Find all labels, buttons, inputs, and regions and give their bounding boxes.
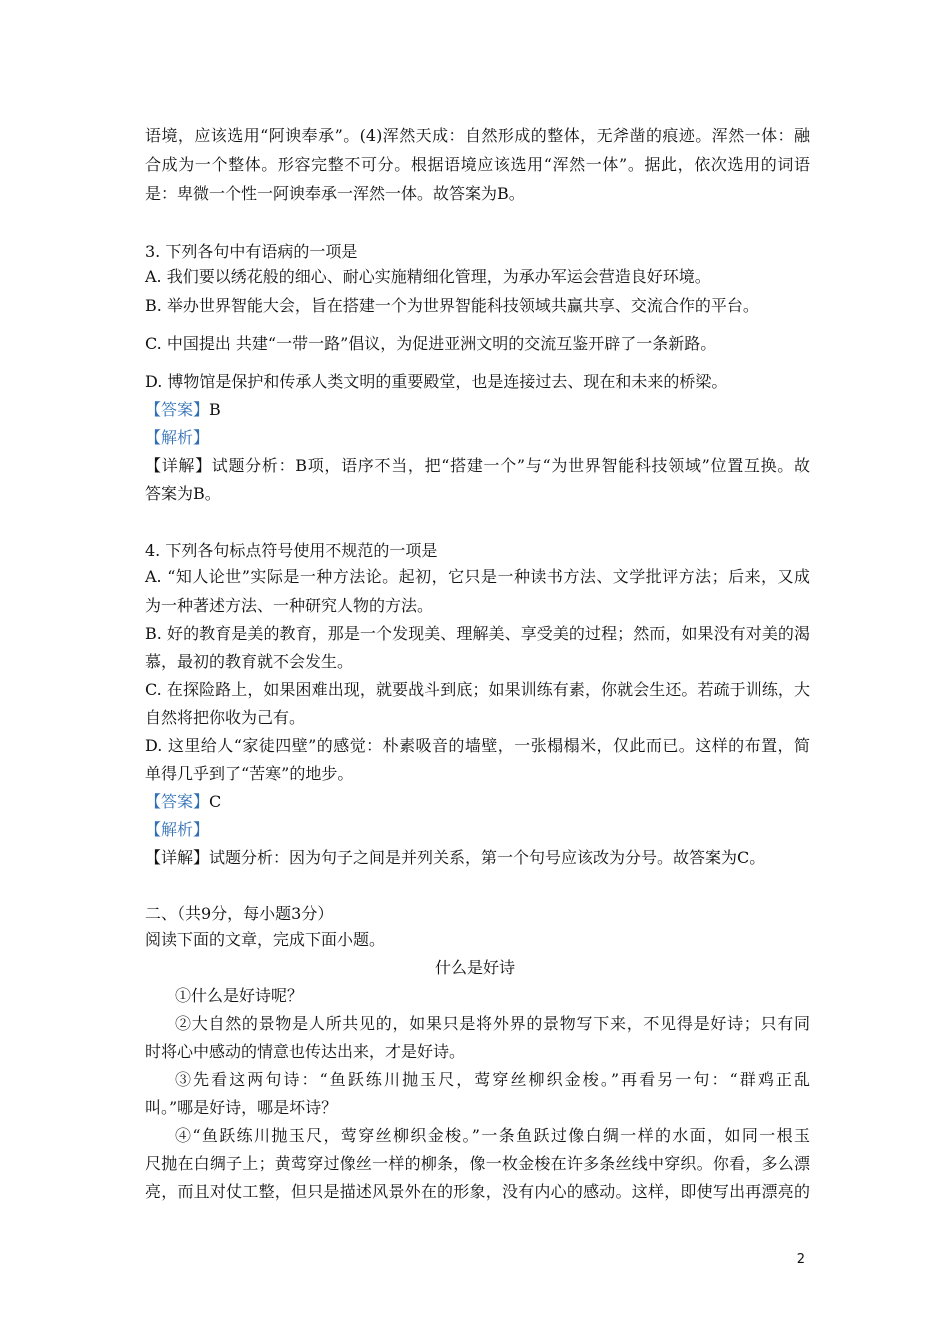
question-3-option-c: C. 中国提出 共建“一带一路”倡议，为促进亚洲文明的交流互鉴开辟了一条新路。 xyxy=(145,334,717,353)
paragraph-3: ③先看这两句诗：“鱼跃练川抛玉尺，莺穿丝柳织金梭。”再看另一句：“群鸡正乱 xyxy=(175,1070,810,1089)
text-line: 慕，最初的教育就不会发生。 xyxy=(145,652,354,671)
answer-tag: 【答案】 xyxy=(145,792,210,811)
question-4-stem: 4. 下列各句标点符号使用不规范的一项是 xyxy=(145,541,438,560)
paragraph-1: ①什么是好诗呢？ xyxy=(175,986,304,1005)
text-line: 自然将把你收为己有。 xyxy=(145,708,306,727)
answer-line xyxy=(145,400,810,420)
text-line: 尺抛在白绸子上；黄莺穿过像丝一样的柳条，像一枚金梭在许多条丝线中穿织。你看，多么漂 xyxy=(145,1154,810,1173)
analysis-tag: 【解析】 xyxy=(145,820,210,839)
text-line: 亮，而且对仗工整，但只是描述风景外在的形象，没有内心的感动。这样，即使写出再漂亮的 xyxy=(145,1182,810,1201)
question-4-option-a: A. “知人论世”实际是一种方法论。起初，它只是一种读书方法、文学批评方法；后来，又成 xyxy=(145,567,810,586)
question-4-option-d: D. 这里给人“家徒四壁”的感觉：朴素吸音的墙壁，一张榻榻米，仅此而已。这样的布置，简 xyxy=(145,736,810,755)
answer-value: C xyxy=(209,792,222,811)
answer-value: B xyxy=(209,400,221,419)
detail-line: 答案为B。 xyxy=(145,484,221,503)
analysis-tag: 【解析】 xyxy=(145,428,210,447)
text-line: 合成为一个整体。形容完整不可分。根据语境应该选用“浑然一体”。据此，依次选用的词语 xyxy=(145,155,810,174)
text-line: 时将心中感动的情意也传达出来，才是好诗。 xyxy=(145,1042,466,1061)
question-3-option-d: D. 博物馆是保护和传承人类文明的重要殿堂，也是连接过去、现在和未来的桥梁。 xyxy=(145,372,728,391)
section-heading: 二、（共9分，每小题3分） xyxy=(145,904,334,923)
instruction: 阅读下面的文章，完成下面小题。 xyxy=(145,930,386,949)
article-title: 什么是好诗 xyxy=(434,958,515,977)
paragraph-2: ②大自然的景物是人所共见的，如果只是将外界的景物写下来，不见得是好诗；只有同 xyxy=(175,1014,810,1033)
text-line: 叫。”哪是好诗，哪是坏诗？ xyxy=(145,1098,338,1117)
question-3-option-b: B. 举办世界智能大会，旨在搭建一个为世界智能科技领域共赢共享、交流合作的平台。 xyxy=(145,296,759,315)
text-line: 单得几乎到了“苦寒”的地步。 xyxy=(145,764,354,783)
text-line: 为一种著述方法、一种研究人物的方法。 xyxy=(145,596,434,615)
question-3-option-a: A. 我们要以绣花般的细心、耐心实施精细化管理，为承办军运会营造良好环境。 xyxy=(145,267,711,286)
detail-line: 【详解】试题分析：因为句子之间是并列关系，第一个句号应该改为分号。故答案为C。 xyxy=(145,848,766,867)
text-line: 语境，应该选用“阿谀奉承”。(4)浑然天成：自然形成的整体，无斧凿的痕迹。浑然一体：融 xyxy=(145,126,810,145)
text-line: 是：卑微一个性一阿谀奉承一浑然一体。故答案为B。 xyxy=(145,184,525,203)
detail-line: 【详解】试题分析：B项，语序不当，把“搭建一个”与“为世界智能科技领域”位置互换。故 xyxy=(145,456,810,475)
question-3-stem: 3. 下列各句中有语病的一项是 xyxy=(145,242,358,261)
question-4-option-c: C. 在探险路上，如果困难出现，就要战斗到底；如果训练有素，你就会生还。若疏于训练，大 xyxy=(145,680,810,699)
page-number: 2 xyxy=(796,1252,805,1267)
answer-line xyxy=(145,792,810,812)
paragraph-4: ④“鱼跃练川抛玉尺，莺穿丝柳织金梭。”一条鱼跃过像白绸一样的水面，如同一根玉 xyxy=(175,1126,810,1145)
question-4-option-b: B. 好的教育是美的教育，那是一个发现美、理解美、享受美的过程；然而，如果没有对美的渴 xyxy=(145,624,810,643)
answer-tag: 【答案】 xyxy=(145,400,210,419)
